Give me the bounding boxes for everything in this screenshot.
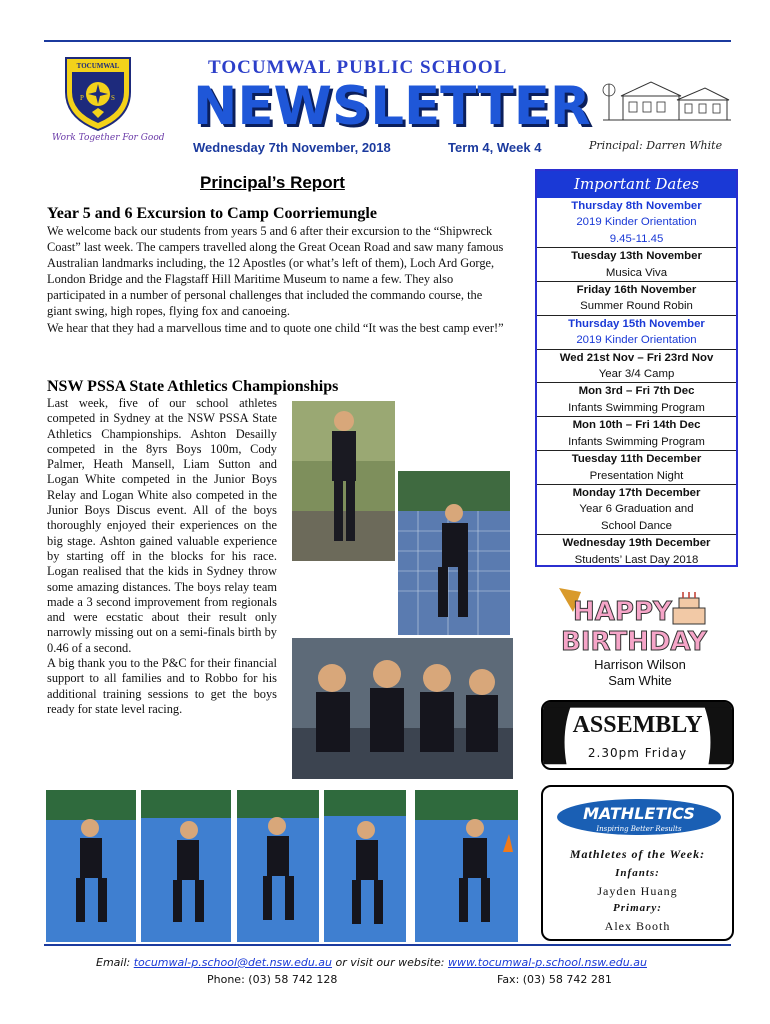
important-dates-panel <box>535 169 738 567</box>
athlete-photo-2 <box>398 471 510 635</box>
relay-photo-5 <box>415 790 518 942</box>
date-row <box>537 198 736 247</box>
date-detail: Infants Swimming Program <box>568 435 705 448</box>
birthday-line-2: BIRTHDAY <box>561 627 707 656</box>
birthday-line-1: HAPPY <box>573 597 672 627</box>
school-name: TOCUMWAL PUBLIC SCHOOL <box>208 57 508 78</box>
relay-photo-1 <box>46 790 136 942</box>
crest-letter-s: S <box>111 94 115 102</box>
date-detail: 2019 Kinder Orientation <box>576 334 697 347</box>
mathletics-tagline: Inspiring Better Results <box>596 825 682 833</box>
date-title: Monday 17th December <box>572 486 701 499</box>
date-detail: Infants Swimming Program <box>568 401 705 414</box>
athletics-paragraph-1: Last week, five of our school athletes competed in Sydney at the NSW PSSA State Athletics Championships. Ashton Desailly competed in the 8yrs Boys 100m, Cody Palmer, Heath Mansell, Liam Sutton and Logan White competed in the Junior Boys Relay and Logan White also competed in the Junior Boys Discus event. All of the boys thoroughly enjoyed their experiences on the big stage. Ashton gained valuable experience by starting off in the blocks for his race. Logan realised that the kids in Sydney throw some amazing distances. The boys relay team made a 3 second improvement from regionals and were ecstatic about their result only narrowly missing out on a semi-finals birth by 0.46 of a second. <box>47 396 277 655</box>
term-week: Term 4, Week 4 <box>448 140 542 155</box>
school-building-illustration <box>601 76 733 130</box>
relay-photo-2 <box>141 790 231 942</box>
athlete-photo-1 <box>292 401 395 561</box>
newsletter-title: NEWSLETTER <box>193 76 591 137</box>
excursion-paragraph-1: We welcome back our students from years 5 and 6 after their excursion to the “Shipwreck Coast” last week. The campers travelled along the Great Ocean Road and saw many famous Australian landmarks including, the 12 Apostles (or what’s left of them), Loch Ard Gorge, London Bridge and the Flagstaff Hill Maritime Museum to name a few. They also participated in a number of personal challenges that included the commando course, the giant swing, high ropes, flying fox and canoeing. <box>47 224 504 319</box>
date-title: Tuesday 11th December <box>571 453 702 466</box>
birthday-name-1: Harrison Wilson <box>594 657 686 672</box>
birthday-names <box>545 657 735 689</box>
date-detail: Summer Round Robin <box>580 300 693 313</box>
top-rule <box>44 40 731 42</box>
mathletics-box <box>541 785 734 941</box>
birthday-name-2: Sam White <box>608 673 672 688</box>
bottom-rule <box>44 944 731 946</box>
date-row <box>537 534 736 568</box>
date-row <box>537 315 736 349</box>
relay-photo-3 <box>237 790 319 942</box>
date-title: Thursday 8th November <box>571 200 702 212</box>
date-row <box>537 349 736 383</box>
date-detail: Musica Viva <box>605 266 668 279</box>
important-dates-list <box>537 198 736 568</box>
email-link[interactable]: tocumwal-p.school@det.nsw.edu.au <box>133 956 333 969</box>
footer-contact <box>0 956 770 969</box>
happy-birthday-graphic <box>555 586 715 656</box>
primary-label: Primary: <box>613 902 662 914</box>
crest-letter-p: P <box>80 94 84 102</box>
date-detail: Students’ Last Day 2018 <box>574 553 699 566</box>
date-title: Wed 21st Nov – Fri 23rd Nov <box>559 351 714 364</box>
primary-winner: Alex Booth <box>604 919 671 933</box>
assembly-box <box>541 700 734 770</box>
date-title: Mon 10th – Fri 14th Dec <box>572 419 701 432</box>
infants-label: Infants: <box>615 867 660 879</box>
excursion-text <box>47 223 509 336</box>
website-link[interactable]: www.tocumwal-p.school.nsw.edu.au <box>447 956 647 969</box>
date-detail: 2019 Kinder Orientation 9.45-11.45 <box>576 216 697 245</box>
date-row <box>537 247 736 281</box>
excursion-paragraph-2: We hear that they had a marvellous time and to quote one child “It was the best camp ever!” <box>47 320 504 335</box>
school-motto: Work Together For Good <box>52 133 165 143</box>
date-row <box>537 450 736 484</box>
report-title: Principal’s Report <box>200 173 345 192</box>
email-label: Email: <box>96 956 131 969</box>
mathletics-logo <box>555 797 724 837</box>
date-row <box>537 382 736 416</box>
date-title: Wednesday 19th December <box>562 537 711 550</box>
website-label: or visit our website: <box>335 956 445 969</box>
athletics-text <box>47 396 277 717</box>
assembly-time: 2.30pm Friday <box>587 746 688 760</box>
date-title: Friday 16th November <box>576 284 697 297</box>
school-crest-logo <box>58 52 138 132</box>
date-detail: Year 3/4 Camp <box>598 368 675 381</box>
assembly-title: ASSEMBLY <box>572 712 703 738</box>
date-title: Tuesday 13th November <box>571 250 702 263</box>
principal-name: Principal: Darren White <box>589 139 723 152</box>
date-detail: Year 6 Graduation and School Dance <box>579 503 694 532</box>
crest-name: TOCUMWAL <box>76 62 120 70</box>
date-row <box>537 281 736 315</box>
excursion-heading: Year 5 and 6 Excursion to Camp Coorriemungle <box>47 205 377 222</box>
relay-team-photo <box>292 638 513 779</box>
fax-number: Fax: (03) 58 742 281 <box>497 973 612 986</box>
relay-photo-4 <box>324 790 406 942</box>
important-dates-title: Important Dates <box>537 171 736 198</box>
newsletter-date: Wednesday 7th November, 2018 <box>193 140 391 155</box>
date-title: Thursday 15th November <box>568 317 705 330</box>
phone-number: Phone: (03) 58 742 128 <box>207 973 338 986</box>
date-detail: Presentation Night <box>589 469 684 482</box>
date-title: Mon 3rd – Fri 7th Dec <box>578 385 695 398</box>
mathletes-heading: Mathletes of the Week: <box>569 847 706 861</box>
athletics-heading: NSW PSSA State Athletics Championships <box>47 378 339 395</box>
mathletics-logo-text: MATHLETICS <box>583 804 695 823</box>
infants-winner: Jayden Huang <box>597 884 678 898</box>
date-row <box>537 484 736 534</box>
athletics-paragraph-2: A big thank you to the P&C for their financial support to all families and to Robbo for his additional training sessions to get the boys ready for state level racing. <box>47 656 277 716</box>
date-row <box>537 416 736 450</box>
